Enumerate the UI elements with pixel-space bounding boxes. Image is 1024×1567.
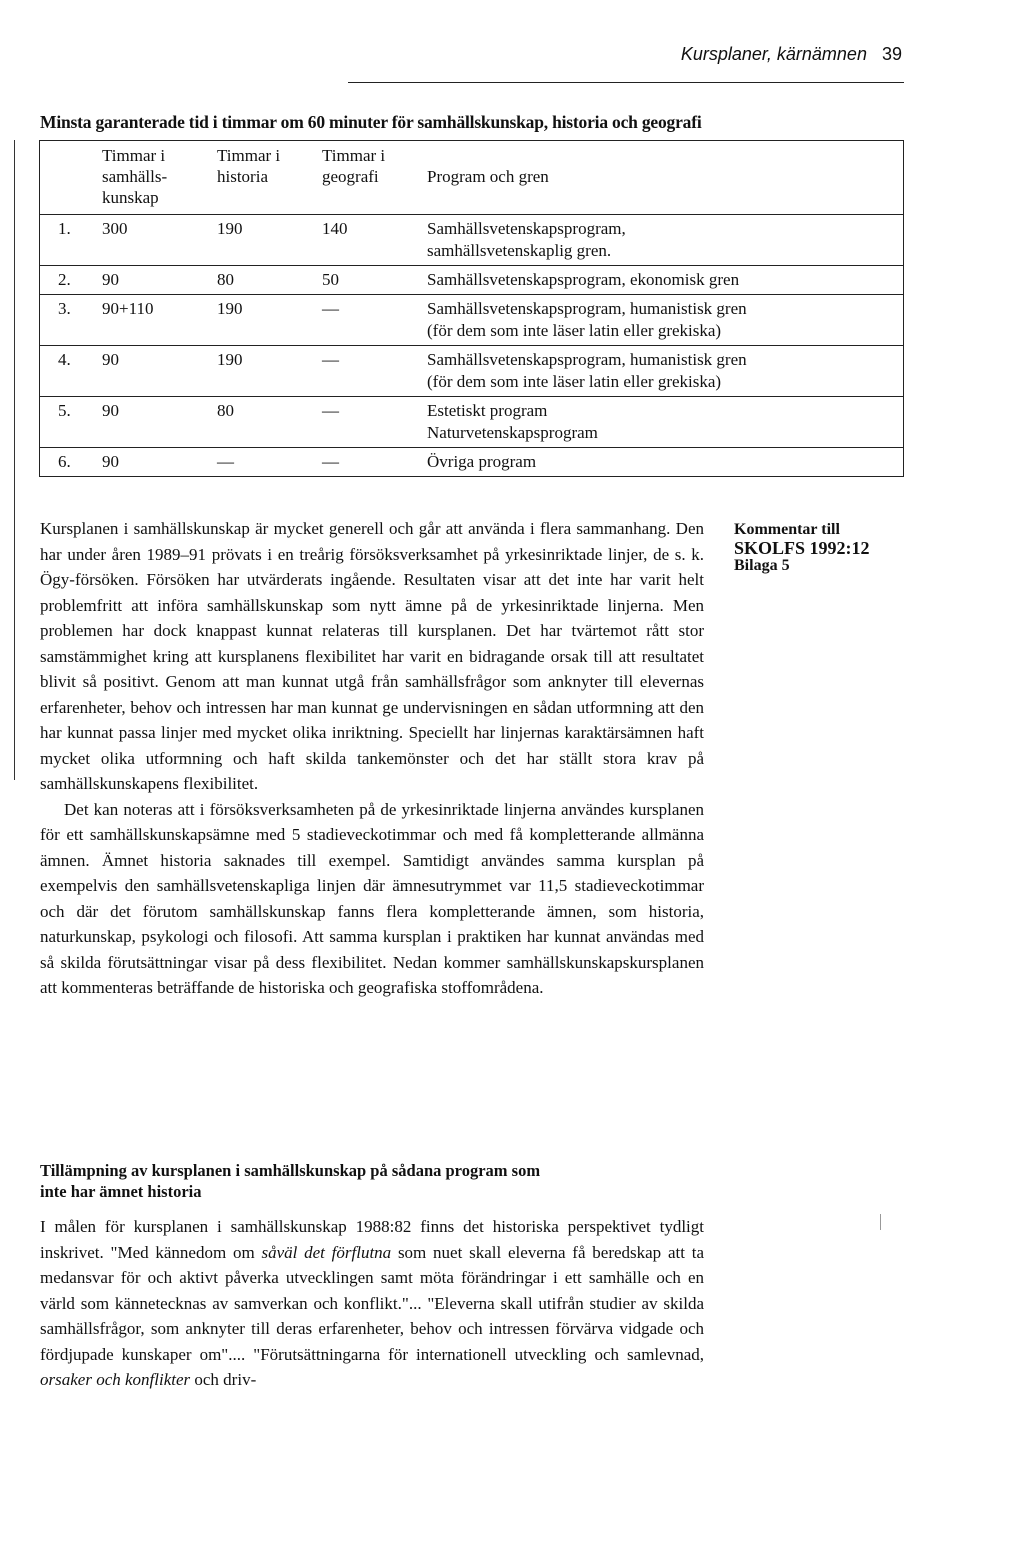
cell-samhallskunskap: 90 (102, 346, 217, 397)
body-text (40, 516, 704, 1001)
cell-samhallskunskap: 90 (102, 448, 217, 477)
program-line: Samhällsvetenskapsprogram, ekonomisk gren (427, 270, 740, 289)
row-number: 6. (40, 448, 103, 477)
row-number: 2. (40, 266, 103, 295)
program-line: (för dem som inte läser latin eller grekiska) (427, 372, 722, 391)
cell-historia: 190 (217, 295, 322, 346)
table-row (40, 397, 904, 448)
page-number: 39 (881, 44, 902, 64)
cell-samhallskunskap: 90+110 (102, 295, 217, 346)
cell-samhallskunskap: 300 (102, 215, 217, 266)
header-num (40, 141, 103, 215)
header-sam-line: kunskap (102, 188, 159, 207)
program-line: Estetiskt program (427, 401, 548, 420)
running-header (681, 44, 902, 65)
table-caption: Minsta garanterade tid i timmar om 60 minuter för samhällskunskap, historia och geografi (40, 112, 702, 132)
header-sam-line: Timmar i (102, 146, 166, 165)
cell-historia: 190 (217, 215, 322, 266)
cell-geografi: — (322, 295, 427, 346)
cell-program (427, 266, 904, 295)
cell-historia: 80 (217, 397, 322, 448)
cell-program (427, 295, 904, 346)
program-line: Samhällsvetenskapsprogram, humanistisk gren (427, 299, 747, 318)
header-prog-line: Program och gren (427, 167, 549, 186)
row-number: 1. (40, 215, 103, 266)
section-emphasis: orsaker och konflikter (40, 1370, 191, 1389)
section-heading-line: Tillämpning av kursplanen i samhällskunskap på sådana program som (40, 1161, 541, 1180)
header-geografi (322, 141, 427, 215)
section-heading-line: inte har ämnet historia (40, 1182, 202, 1201)
header-historia (217, 141, 322, 215)
header-prog-line (427, 145, 903, 166)
cell-samhallskunskap: 90 (102, 266, 217, 295)
cell-program (427, 448, 904, 477)
cell-geografi: — (322, 448, 427, 477)
program-line: Samhällsvetenskapsprogram, humanistisk gren (427, 350, 747, 369)
row-number: 3. (40, 295, 103, 346)
section-text: I målen för kursplanen i samhällskunskap 1988:82 finns det historiska perspektivet tydligt inskrivet. "Med kännedom om (40, 1217, 704, 1262)
section-heading (40, 1160, 720, 1202)
cell-historia: — (217, 448, 322, 477)
header-sam-line: samhälls- (102, 167, 168, 186)
section-paragraph (40, 1214, 704, 1393)
margin-note-line: Kommentar till (734, 521, 840, 538)
cell-geografi: — (322, 397, 427, 448)
hours-table (39, 140, 904, 477)
cell-samhallskunskap: 90 (102, 397, 217, 448)
header-samhallskunskap (102, 141, 217, 215)
running-header-title: Kursplaner, kärnämnen (680, 44, 867, 64)
table-row (40, 295, 904, 346)
body-paragraph: Kursplanen i samhällskunskap är mycket generell och går att använda i flera sammanhang. Den har under åren 1989–91 prövats i en treårig försöksverksamhet på yrkesinriktade linjer, de s. k. Ögy-försöken. Försöken har utvärderats ingående. Resultaten visar att det inte har varit helt problemfritt att införa samhällskunskap som nytt ämne på de yrkesinriktade linjerna. Men problemen har dock knappast kunnat relateras till kursplanen. Det har tvärtemot rått stor samstämmighet kring att kursplanens flexibilitet har varit en bidragande orsak till att resultatet blivit så positivt. Genom att man kunnat utgå från samhällsfrågor som anknyter till elevernas erfarenheter, behov och intressen har man kunnat ge undervisningen en sådan utformning att den har kunnat passa linjer med mycket olika inriktning. Speciellt har linjernas karaktärsämnen haft mycket olika utformning och haft skilda tankemönster och det har ställt stora krav på samhällskunskapens flexibilitet. (40, 519, 704, 793)
program-line: Samhällsvetenskapsprogram, (427, 219, 626, 238)
cell-program (427, 346, 904, 397)
cell-historia: 80 (217, 266, 322, 295)
margin-note-line: SKOLFS 1992:12 (734, 538, 870, 558)
header-his-line: Timmar i (217, 146, 281, 165)
margin-rule (14, 140, 15, 780)
table-header-row (40, 141, 904, 215)
program-line: Naturvetenskapsprogram (427, 423, 598, 442)
cell-geografi: 140 (322, 215, 427, 266)
table-row (40, 448, 904, 477)
table-row (40, 346, 904, 397)
header-geo-line: Timmar i (322, 146, 386, 165)
header-his-line: historia (217, 167, 268, 186)
header-program (427, 141, 904, 215)
cell-program (427, 215, 904, 266)
margin-note-line: Bilaga 5 (734, 557, 790, 574)
margin-note (734, 521, 914, 575)
program-line: (för dem som inte läser latin eller grekiska) (427, 321, 722, 340)
header-rule (348, 82, 904, 83)
program-line: samhällsvetenskaplig gren. (427, 241, 612, 260)
margin-tick (880, 1214, 881, 1230)
section-emphasis: såväl det förflutna (261, 1242, 392, 1262)
row-number: 5. (40, 397, 103, 448)
section-text: som nuet skall eleverna få beredskap att ta medansvar för och aktivt påverka utvecklingen samt möta förändringar i ett samhälle och en värld som kännetecknas av samverkan och konflikt."... "Eleverna skall utifrån studier av skilda samhällsfrågor, som anknyter till deras erfarenheter, behov och intressen förvärva vidgade och fördjupade kunskaper om".... "Förutsättningarna för internationell utveckling och samlevnad, (40, 1242, 704, 1364)
body-paragraph: Det kan noteras att i försöksverksamheten på de yrkesinriktade linjerna användes kursplanen för ett samhällskunskapsämne med 5 stadieveckotimmar och med få kompletterande allmänna ämnen. Ämnet historia saknades till exempel. Samtidigt användes samma kursplan på exempelvis den samhällsvetenskapliga linjen där ämnesutrymmet var 11,5 stadieveckotimmar och där det förutom samhällskunskap fanns flera kompletterande ämnen, som historia, naturkunskap, psykologi och filosofi. Att samma kursplan i praktiken har kunnat användas med så skilda förutsättningar visar på dess flexibilitet. Nedan kommer samhällskunskapskursplanen att kommenteras beträffande de historiska och geografiska stoffområdena. (40, 799, 704, 997)
table-row (40, 215, 904, 266)
section-text: och driv- (190, 1370, 257, 1389)
cell-historia: 190 (217, 346, 322, 397)
cell-geografi: — (322, 346, 427, 397)
row-number: 4. (40, 346, 103, 397)
cell-geografi: 50 (322, 266, 427, 295)
header-geo-line: geografi (322, 167, 379, 186)
table-row (40, 266, 904, 295)
cell-program (427, 397, 904, 448)
program-line: Övriga program (427, 452, 537, 471)
